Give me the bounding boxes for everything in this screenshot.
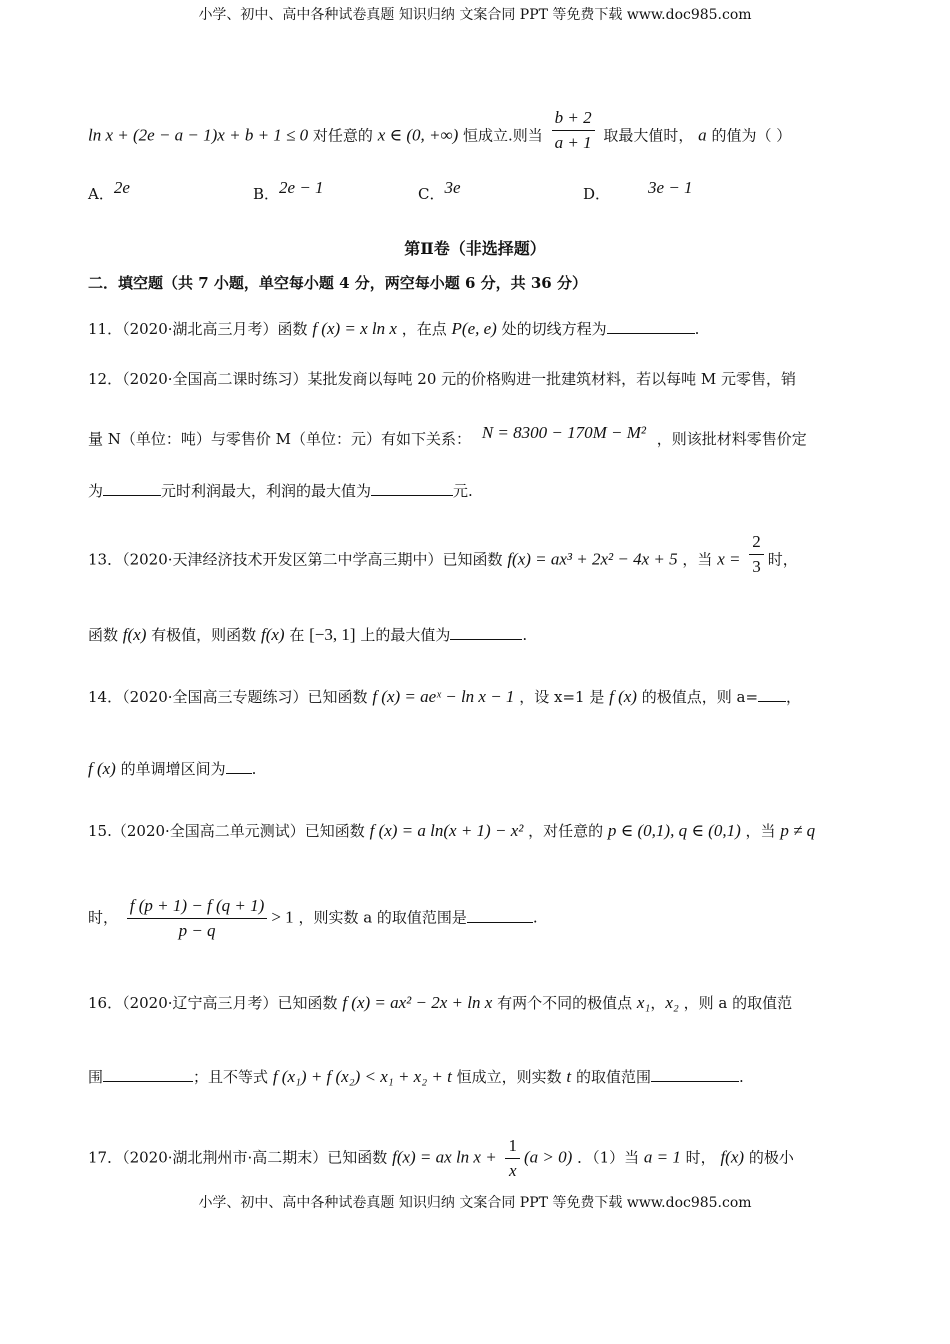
q10-inequality: ln x + (2e − a − 1)x + b + 1 ≤ 0 <box>88 125 309 145</box>
section-title: 第Ⅱ卷（非选择题） <box>404 239 546 258</box>
q11: 11．（2020·湖北高三月考）函数 f (x) = x ln x ，在点 P(e, e) 处的切线方程为 . <box>88 319 700 338</box>
q14-interval-blank[interactable] <box>226 759 252 774</box>
page-footer: 小学、初中、高中各种试卷真题 知识归纳 文案合同 PPT 等免费下载 www.doc985.com <box>198 1195 752 1211</box>
q16-a-range-blank[interactable] <box>103 1067 193 1082</box>
q13-line2: 函数 f(x) 有极值，则函数 f(x) 在 [−3, 1] 上的最大值为 . <box>88 625 528 644</box>
q16-line2: 围 ；且不等式 f (x₁) + f (x₂) < x₁ + x₂ + t 恒成立，则实数 t 的取值范围 . <box>88 1067 744 1086</box>
q15-line2: 时， $\frac{f (p + 1) - f (q + 1)}{p - q}$ > 1 ，则实数 a 的取值范围是 . <box>88 896 538 940</box>
q14-line1: 14．（2020·全国高三专题练习）已知函数 f (x) = aeˣ − ln x − 1 ，设 x=1 是 f (x) 的极值点，则 a= ， <box>88 687 802 706</box>
q12-line2: 量 N（单位：吨）与零售价 M（单位：元）有如下关系： N = 8300 − 170M − M² ，则该批材料零售价定 <box>88 423 807 448</box>
page-header: 小学、初中、高中各种试卷真题 知识归纳 文案合同 PPT 等免费下载 www.doc985.com <box>198 7 752 23</box>
q15-answer-blank[interactable] <box>467 908 533 923</box>
q16-function: f (x) = ax² − 2x + ln x <box>342 993 493 1012</box>
q14-function: f (x) = aeˣ − ln x − 1 <box>372 687 515 706</box>
q13-line1: 13．（2020·天津经济技术开发区第二中学高三期中）已知函数 f(x) = ax³ + 2x² − 4x + 5 ，当 x = $\frac{2}{3}$ 时， <box>88 532 798 576</box>
q10-fraction: $\frac{b + 2}{a + 1}$ <box>552 108 595 153</box>
q12-formula: N = 8300 − 170M − M² <box>481 423 646 442</box>
q10-option-a[interactable]: A．2e <box>88 178 130 203</box>
q13-answer-blank[interactable] <box>450 625 522 640</box>
q10-option-b[interactable]: B．2e − 1 <box>253 178 324 203</box>
section-subtitle: 二．填空题（共 7 小题，单空每小题 4 分，两空每小题 6 分，共 36 分） <box>88 274 587 292</box>
q15-line1: 15.（2020·全国高二单元测试）已知函数 f (x) = a ln(x + 1) − x² ，对任意的 p ∈ (0,1), q ∈ (0,1) ，当 p ≠ q <box>88 821 816 840</box>
q14-line2: f (x) 的单调增区间为 . <box>88 759 257 778</box>
q12-line3: 为 元时利润最大，利润的最大值为 元. <box>88 482 473 500</box>
q17-fraction: $\frac{1}{x}$ <box>505 1136 520 1181</box>
q11-function: f (x) = x ln x <box>312 319 397 338</box>
q10-option-d[interactable]: D． 3e − 1 <box>583 178 693 203</box>
q12-price-blank[interactable] <box>103 481 161 496</box>
q14-a-blank[interactable] <box>758 687 786 702</box>
q13-function: f(x) = ax³ + 2x² − 4x + 5 <box>507 549 678 569</box>
q11-answer-blank[interactable] <box>607 319 695 334</box>
q17-function: f(x) = ax ln x + <box>392 1147 497 1167</box>
q10-stem: ln x + (2e − a − 1)x + b + 1 ≤ 0 对任意的 x ∈ (0, +∞) 恒成立.则当 $\frac{b + 2}{a + 1}$ 取最大值时， a 的值为（ ） <box>88 108 792 152</box>
q10-option-c[interactable]: C．3e <box>418 178 461 203</box>
q12-profit-blank[interactable] <box>371 481 453 496</box>
q15-fraction: $\frac{f (p + 1) - f (q + 1)}{p - q}$ <box>127 896 268 941</box>
q13-fraction: $\frac{2}{3}$ <box>749 532 764 577</box>
q12-line1: 12．（2020·全国高二课时练习）某批发商以每吨 20 元的价格购进一批建筑材料，若以每吨 M 元零售，销 <box>88 370 797 388</box>
q16-line1: 16．（2020·辽宁高三月考）已知函数 f (x) = ax² − 2x + ln x 有两个不同的极值点 x₁，x₂ ，则 a 的取值范 <box>88 993 793 1012</box>
q16-inequality: f (x₁) + f (x₂) < x₁ + x₂ + t <box>272 1067 452 1086</box>
q11-point: P(e, e) <box>451 319 497 338</box>
q10-domain: x ∈ (0, +∞) <box>377 125 459 145</box>
q17-line1: 17．（2020·湖北荆州市·高二期末）已知函数 f(x) = ax ln x + $\frac{1}{x}$ (a > 0) ．（1）当 a = 1 时， f(x) 的极小 <box>88 1136 794 1180</box>
q15-function: f (x) = a ln(x + 1) − x² <box>369 821 524 840</box>
q13-interval: [−3, 1] <box>309 625 356 644</box>
q16-t-range-blank[interactable] <box>651 1067 739 1082</box>
